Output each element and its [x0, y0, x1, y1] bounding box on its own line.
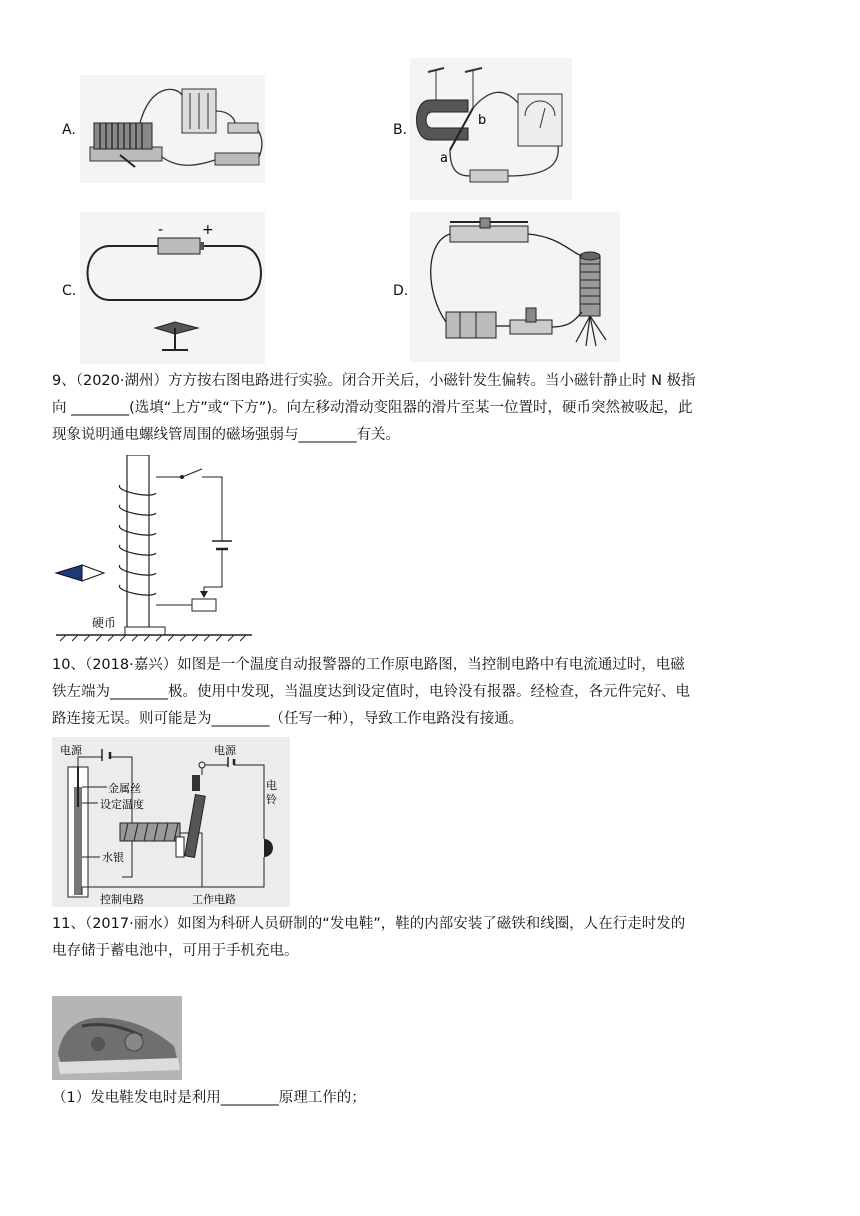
option-c-drawing — [80, 212, 265, 364]
battery-minus-label: - — [158, 222, 164, 238]
q11-subquestion-1: （1）发电鞋发电时是利用________原理工作的； — [52, 1090, 366, 1106]
q10-line-1: 10、（2018·嘉兴）如图是一个温度自动报警器的工作原电路图，当控制电路中有电流通过时，电磁 — [52, 657, 685, 673]
power-right-label: 电源 — [214, 744, 236, 757]
option-d-label: D. — [393, 283, 409, 299]
coin-label: 硬币 — [92, 616, 117, 630]
battery-plus-label: + — [202, 222, 214, 238]
q10-line-3: 路连接无误。则可能是为________（任写一种），导致工作电路没有接通。 — [52, 711, 524, 727]
mercury-label: 水银 — [102, 851, 124, 864]
work-circuit-label: 工作电路 — [192, 893, 236, 906]
q10-figure — [52, 737, 290, 907]
question-9 — [52, 368, 812, 449]
bell-label-1: 电 — [266, 779, 277, 792]
figure-option-b — [410, 58, 572, 200]
figure-option-d — [410, 212, 620, 362]
question-10 — [52, 652, 812, 733]
figure-option-a — [80, 75, 265, 183]
q10-line-2: 铁左端为________极。使用中发现，当温度达到设定值时，电铃没有报器。经检查，各元件完好、电 — [52, 684, 690, 700]
q11-line-1: 11、（2017·丽水）如图为科研人员研制的“发电鞋”，鞋的内部安装了磁铁和线圈，人在行走时发的 — [52, 916, 686, 932]
shoe-drawing — [52, 996, 182, 1080]
q9-line-1: 9、（2020·湖州）方方按右图电路进行实验。闭合开关后，小磁针发生偏转。当小磁针静止时 N 极指 — [52, 373, 696, 389]
control-circuit-label: 控制电路 — [100, 893, 144, 906]
option-d-drawing — [410, 212, 620, 362]
power-left-label: 电源 — [60, 744, 82, 757]
option-b-label: B. — [393, 122, 408, 138]
question-11 — [52, 911, 812, 965]
wire-b-label: b — [478, 113, 487, 128]
q9-circuit-drawing — [52, 455, 257, 645]
bell-label-2: 铃 — [266, 793, 277, 806]
option-c-label: C. — [62, 283, 77, 299]
figure-option-c — [80, 212, 265, 364]
option-a-label: A. — [62, 122, 76, 138]
option-a-drawing — [80, 75, 265, 183]
wire-a-label: a — [440, 151, 448, 166]
q9-figure — [52, 455, 257, 645]
q10-circuit-drawing — [52, 737, 290, 907]
metal-wire-label: 金属丝 — [108, 782, 141, 795]
q9-line-2: 向 ________(选填“上方”或“下方”)。向左移动滑动变阻器的滑片至某一位置时，硬币突然被吸起，此 — [52, 400, 693, 416]
set-temp-label: 设定温度 — [100, 798, 144, 811]
q11-shoe-photo — [52, 996, 182, 1080]
q11-line-2: 电存储于蓄电池中，可用于手机充电。 — [52, 943, 299, 959]
q9-line-3: 现象说明通电螺线管周围的磁场强弱与________有关。 — [52, 427, 400, 443]
option-b-drawing — [410, 58, 572, 200]
